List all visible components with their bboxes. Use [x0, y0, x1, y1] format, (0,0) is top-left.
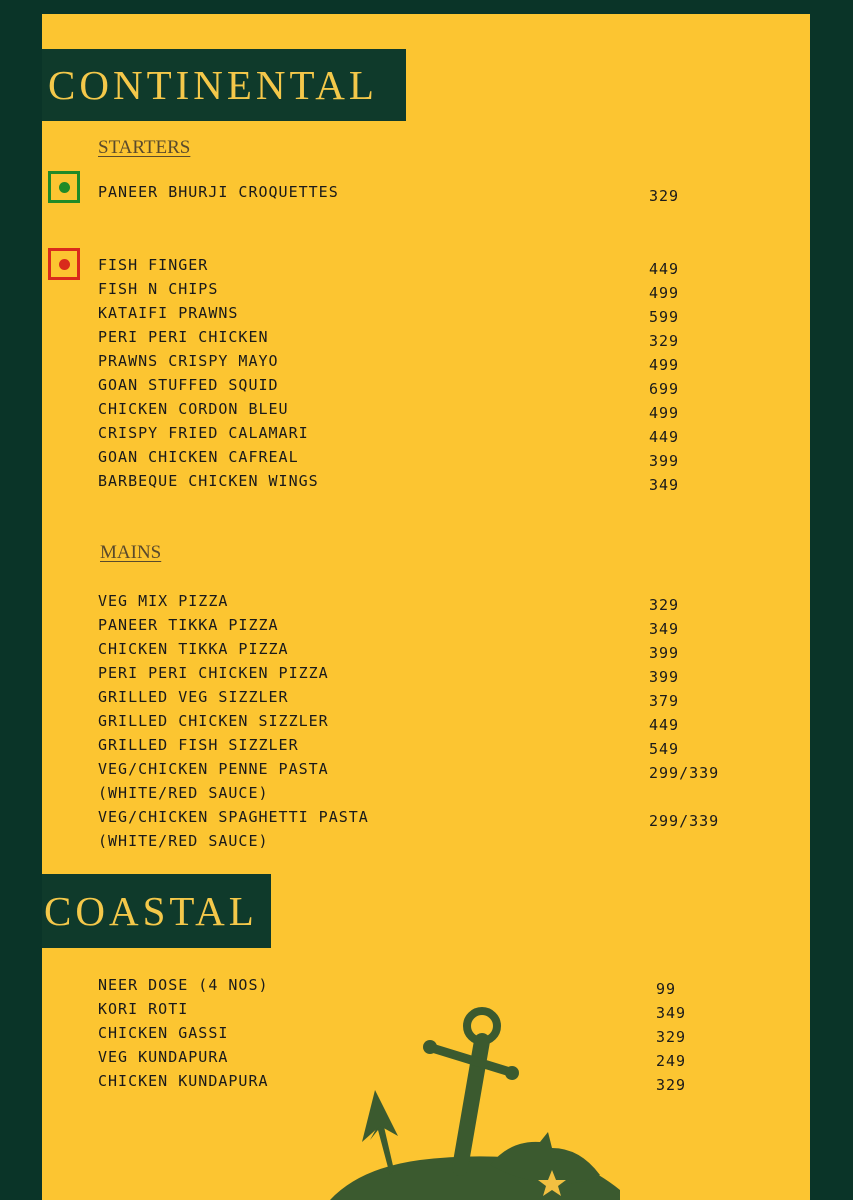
item-name: PANEER TIKKA PIZZA: [98, 616, 279, 634]
menu-item: [98, 472, 738, 496]
item-name: GOAN STUFFED SQUID: [98, 376, 279, 394]
item-price: 599: [649, 308, 680, 326]
menu-item: [98, 688, 738, 712]
menu-item: [98, 664, 738, 688]
coastal-title: COASTAL: [44, 888, 258, 934]
veg-marker-icon: [48, 171, 80, 203]
item-price: 329: [649, 332, 680, 350]
item-name: PERI PERI CHICKEN: [98, 328, 269, 346]
menu-item: [98, 592, 738, 616]
item-price: 399: [649, 452, 680, 470]
anchor-illustration-icon: [320, 990, 640, 1200]
item-name: PANEER BHURJI CROQUETTES: [98, 183, 339, 201]
menu-item: [98, 328, 738, 352]
item-name: CRISPY FRIED CALAMARI: [98, 424, 309, 442]
item-name: CHICKEN TIKKA PIZZA: [98, 640, 289, 658]
item-price: 499: [649, 356, 680, 374]
item-price: 399: [649, 644, 680, 662]
item-price: 399: [649, 668, 680, 686]
item-price: 349: [656, 1004, 687, 1022]
menu-item: [98, 760, 738, 784]
item-price: 449: [649, 260, 680, 278]
item-price: 379: [649, 692, 680, 710]
menu-item: [98, 376, 738, 400]
item-price: 499: [649, 284, 680, 302]
item-price: 249: [656, 1052, 687, 1070]
starters-heading: STARTERS: [98, 137, 191, 158]
item-price: 299/339: [649, 764, 720, 782]
item-name: CHICKEN CORDON BLEU: [98, 400, 289, 418]
item-name: CHICKEN KUNDAPURA: [98, 1072, 269, 1090]
item-price: 549: [649, 740, 680, 758]
item-name: VEG/CHICKEN SPAGHETTI PASTA: [98, 808, 369, 826]
mains-heading: MAINS: [100, 542, 162, 563]
item-name: FISH N CHIPS: [98, 280, 219, 298]
item-price: 99: [656, 980, 677, 998]
item-price: 299/339: [649, 812, 720, 830]
item-name: BARBEQUE CHICKEN WINGS: [98, 472, 319, 490]
item-name: CHICKEN GASSI: [98, 1024, 229, 1042]
item-price: 699: [649, 380, 680, 398]
item-price: 329: [649, 187, 680, 205]
item-price: 499: [649, 404, 680, 422]
menu-item: [98, 280, 738, 304]
item-price: 329: [656, 1028, 687, 1046]
item-name: GOAN CHICKEN CAFREAL: [98, 448, 299, 466]
menu-item: [98, 616, 738, 640]
menu-item: [98, 448, 738, 472]
item-price: 349: [649, 620, 680, 638]
item-price: 449: [649, 428, 680, 446]
item-name: KATAIFI PRAWNS: [98, 304, 239, 322]
item-price: 329: [656, 1076, 687, 1094]
menu-item: [98, 424, 738, 448]
item-name: VEG/CHICKEN PENNE PASTA: [98, 760, 329, 778]
item-name: VEG MIX PIZZA: [98, 592, 229, 610]
item-price: 449: [649, 716, 680, 734]
menu-item: [98, 736, 738, 760]
continental-banner: [42, 49, 406, 121]
menu-item: [98, 712, 738, 736]
item-name: KORI ROTI: [98, 1000, 189, 1018]
item-name: PERI PERI CHICKEN PIZZA: [98, 664, 329, 682]
menu-item: [98, 352, 738, 376]
item-note: (WHITE/RED SAUCE): [98, 784, 269, 802]
continental-title: CONTINENTAL: [48, 62, 378, 108]
item-name: FISH FINGER: [98, 256, 209, 274]
item-name: GRILLED CHICKEN SIZZLER: [98, 712, 329, 730]
nonveg-marker-icon: [48, 248, 80, 280]
menu-item: [98, 640, 738, 664]
item-price: 329: [649, 596, 680, 614]
item-name: NEER DOSE (4 NOS): [98, 976, 269, 994]
item-name: VEG KUNDAPURA: [98, 1048, 229, 1066]
item-name: PRAWNS CRISPY MAYO: [98, 352, 279, 370]
item-name: GRILLED VEG SIZZLER: [98, 688, 289, 706]
menu-item: [98, 808, 738, 832]
item-note: (WHITE/RED SAUCE): [98, 832, 269, 850]
item-name: GRILLED FISH SIZZLER: [98, 736, 299, 754]
menu-item: [98, 304, 738, 328]
item-price: 349: [649, 476, 680, 494]
menu-item: [98, 183, 738, 207]
coastal-banner: [42, 874, 271, 948]
menu-item: [98, 400, 738, 424]
menu-item: [98, 256, 738, 280]
